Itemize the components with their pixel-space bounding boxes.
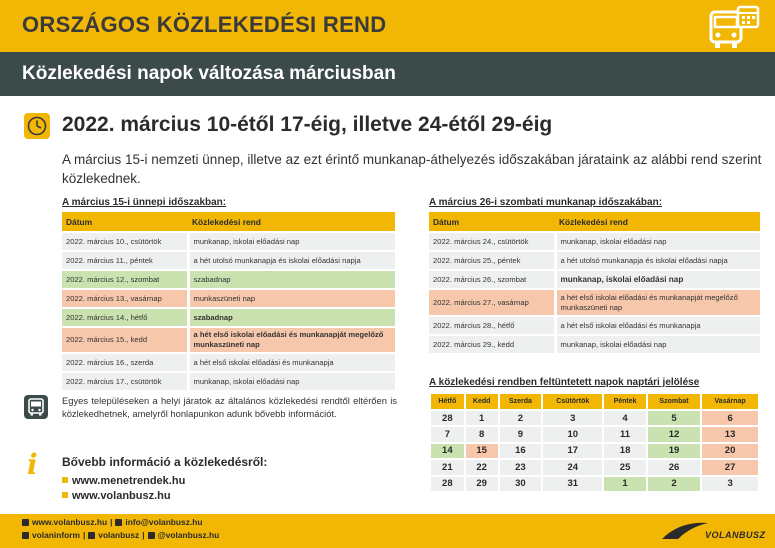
column-header-rule: Közlekedési rend <box>555 212 760 232</box>
instagram-icon <box>148 532 155 539</box>
more-info-title: Bővebb információ a közlekedésről: <box>62 455 268 469</box>
row-date: 2022. március 10., csütörtök <box>62 232 188 251</box>
clock-icon <box>24 113 50 139</box>
row-date: 2022. március 28., hétfő <box>429 316 555 335</box>
column-header-date: Dátum <box>429 212 555 232</box>
row-rule: munkanap, iskolai előadási nap <box>555 335 760 354</box>
row-date: 2022. március 27., vasárnap <box>429 289 555 316</box>
calendar-day: 7 <box>430 426 465 442</box>
calendar-day: 24 <box>542 459 603 475</box>
header-band <box>0 0 775 52</box>
calendar-day: 12 <box>647 426 701 442</box>
calendar-day-header: Kedd <box>465 393 499 410</box>
row-date: 2022. március 15., kedd <box>62 327 188 353</box>
calendar-day-header: Szerda <box>499 393 543 410</box>
calendar-day: 1 <box>465 410 499 426</box>
intro-text: A március 15-i nemzeti ünnep, illetve az ezt érintő munkanap-áthelyezés időszakában járataink az alábbi rend szerint közlekednek. <box>62 152 762 186</box>
facebook-icon <box>88 532 95 539</box>
calendar-day: 3 <box>701 476 759 492</box>
holiday-table-title: A március 15-i ünnepi időszakban: <box>62 197 227 208</box>
table-row <box>429 251 760 270</box>
calendar-day: 28 <box>430 476 465 492</box>
row-rule: a hét első iskolai előadási és munkanapja <box>555 316 760 335</box>
calendar-day: 27 <box>701 459 759 475</box>
calendar-day: 2 <box>499 410 543 426</box>
row-rule: a hét első iskolai előadási és munkanapját megelőző munkaszüneti nap <box>188 327 395 353</box>
link-label: www.volanbusz.hu <box>72 490 171 502</box>
table-row <box>429 335 760 354</box>
row-rule: munkanap, iskolai előadási nap <box>555 232 760 251</box>
column-header-date: Dátum <box>62 212 188 232</box>
calendar-day-header: Szombat <box>647 393 701 410</box>
calendar-day: 22 <box>465 459 499 475</box>
local-service-note: Egyes településeken a helyi járatok az általános közlekedési rendtől eltérően is közlekedhetnek, amelyről honlapunkon adunk bővebb információt. <box>62 395 397 419</box>
workday-table-title: A március 26-i szombati munkanap időszakában: <box>429 197 663 208</box>
calendar-day: 31 <box>542 476 603 492</box>
calendar-day: 23 <box>499 459 543 475</box>
row-rule: a hét utolsó munkanapja és iskolai előadási napja <box>555 251 760 270</box>
table-row <box>429 232 760 251</box>
column-header-rule: Közlekedési rend <box>188 212 395 232</box>
calendar-day: 26 <box>647 459 701 475</box>
info-icon: i <box>27 448 38 481</box>
calendar-day: 18 <box>603 443 647 459</box>
facebook-icon <box>22 532 29 539</box>
workday-schedule-table <box>429 212 760 355</box>
calendar-day-header: Hétfő <box>430 393 465 410</box>
calendar-day: 1 <box>603 476 647 492</box>
table-row <box>62 251 395 270</box>
page-subtitle: Közlekedési napok változása márciusban <box>22 63 396 84</box>
calendar-title: A közlekedési rendben feltüntetett napok naptári jelölése <box>429 377 700 388</box>
calendar-day: 21 <box>430 459 465 475</box>
row-rule: szabadnap <box>188 308 395 327</box>
calendar-day-header: Péntek <box>603 393 647 410</box>
table-row <box>62 327 395 353</box>
footer-line-2: volaninform | volanbusz | @volanbusz.hu <box>22 530 219 540</box>
calendar-day-header: Vasárnap <box>701 393 759 410</box>
calendar-day: 5 <box>647 410 701 426</box>
calendar-day: 19 <box>647 443 701 459</box>
calendar-day: 30 <box>499 476 543 492</box>
bullet-icon <box>62 477 68 483</box>
table-row <box>429 316 760 335</box>
table-row <box>429 289 760 316</box>
calendar-day: 9 <box>499 426 543 442</box>
menetrendek-link[interactable] <box>62 475 185 487</box>
row-rule: munkaszüneti nap <box>188 289 395 308</box>
row-rule: a hét első iskolai előadási és munkanapját megelőző munkaszüneti nap <box>555 289 760 316</box>
calendar-day: 16 <box>499 443 543 459</box>
brand-name: VOLANBUSZ <box>705 530 766 540</box>
link-label: www.menetrendek.hu <box>72 475 186 487</box>
table-row <box>62 289 395 308</box>
bullet-icon <box>62 492 68 498</box>
row-date: 2022. március 16., szerda <box>62 353 188 372</box>
row-date: 2022. március 14., hétfő <box>62 308 188 327</box>
table-row <box>62 308 395 327</box>
row-rule: munkanap, iskolai előadási nap <box>188 372 395 391</box>
row-date: 2022. március 12., szombat <box>62 270 188 289</box>
subtitle-band <box>0 52 775 96</box>
footer-website[interactable]: www.volanbusz.hu <box>32 517 108 527</box>
calendar-day: 28 <box>430 410 465 426</box>
row-rule: szabadnap <box>188 270 395 289</box>
bus-icon <box>24 395 48 419</box>
calendar-day: 25 <box>603 459 647 475</box>
row-rule: a hét első iskolai előadási és munkanapja <box>188 353 395 372</box>
calendar-day: 6 <box>701 410 759 426</box>
calendar-day: 20 <box>701 443 759 459</box>
headline: 2022. március 10-étől 17-éig, illetve 24-étől 29-éig <box>62 113 553 136</box>
footer-line-1: www.volanbusz.hu | info@volanbusz.hu <box>22 517 202 527</box>
row-date: 2022. március 11., péntek <box>62 251 188 270</box>
calendar-day: 3 <box>542 410 603 426</box>
calendar-day: 2 <box>647 476 701 492</box>
calendar-day: 15 <box>465 443 499 459</box>
footer-facebook-inform[interactable]: volaninform <box>32 530 80 540</box>
calendar-day: 8 <box>465 426 499 442</box>
calendar-day: 17 <box>542 443 603 459</box>
row-date: 2022. március 26., szombat <box>429 270 555 289</box>
volanbusz-link[interactable] <box>62 490 171 502</box>
row-date: 2022. március 17., csütörtök <box>62 372 188 391</box>
calendar-day-header: Csütörtök <box>542 393 603 410</box>
calendar-day: 4 <box>603 410 647 426</box>
row-rule: a hét utolsó munkanapja és iskolai előadási napja <box>188 251 395 270</box>
calendar-day: 11 <box>603 426 647 442</box>
email-icon <box>115 519 122 526</box>
footer-facebook[interactable]: volanbusz <box>98 530 140 540</box>
bus-calendar-icon <box>708 4 760 50</box>
page-title: ORSZÁGOS KÖZLEKEDÉSI REND <box>22 12 387 37</box>
table-row <box>62 270 395 289</box>
table-row <box>62 372 395 391</box>
holiday-schedule-table <box>62 212 395 392</box>
row-date: 2022. március 29., kedd <box>429 335 555 354</box>
row-date: 2022. március 25., péntek <box>429 251 555 270</box>
table-row <box>62 232 395 251</box>
calendar-day: 14 <box>430 443 465 459</box>
calendar-day: 13 <box>701 426 759 442</box>
calendar-day: 29 <box>465 476 499 492</box>
calendar-day: 10 <box>542 426 603 442</box>
row-date: 2022. március 24., csütörtök <box>429 232 555 251</box>
footer-email[interactable]: info@volanbusz.hu <box>125 517 203 527</box>
row-date: 2022. március 13., vasárnap <box>62 289 188 308</box>
row-rule: munkanap, iskolai előadási nap <box>188 232 395 251</box>
footer-instagram[interactable]: @volanbusz.hu <box>157 530 220 540</box>
globe-icon <box>22 519 29 526</box>
table-row <box>429 270 760 289</box>
calendar-table <box>429 392 760 493</box>
table-row <box>62 353 395 372</box>
row-rule: munkanap, iskolai előadási nap <box>555 270 760 289</box>
